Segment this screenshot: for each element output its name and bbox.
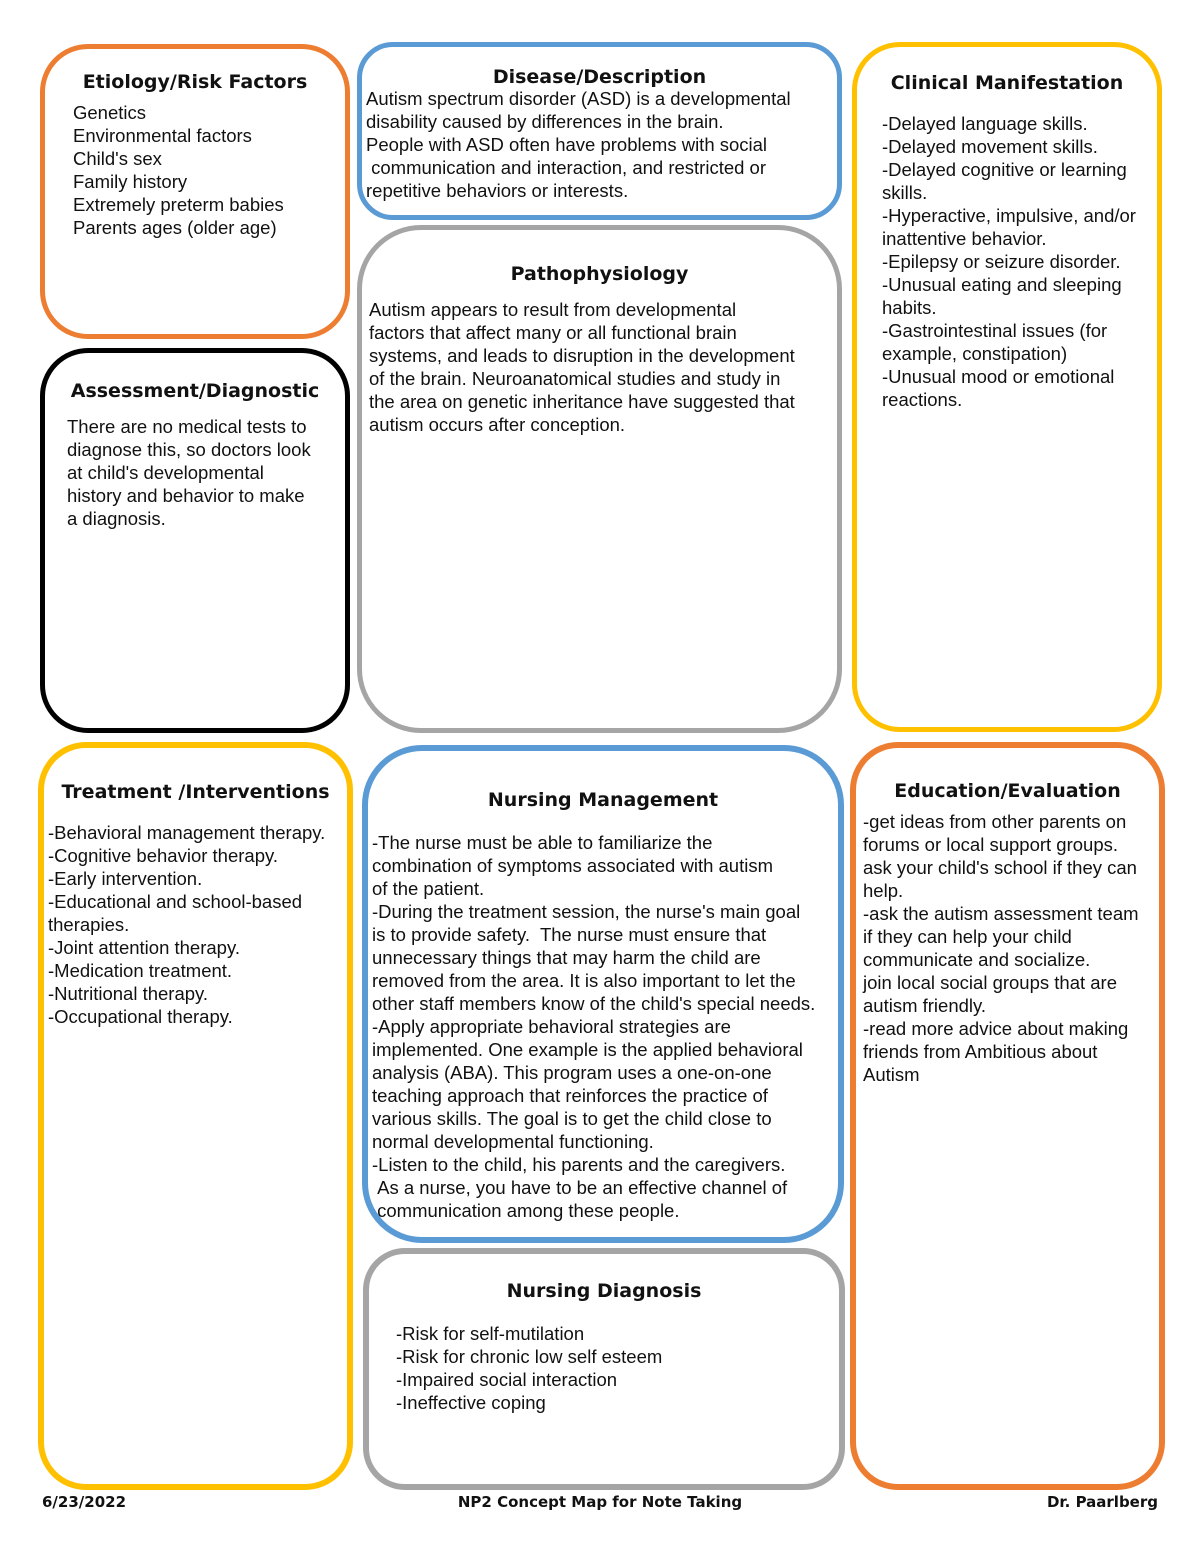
- text-line: Genetics: [73, 102, 147, 123]
- text-line: Extremely preterm babies: [73, 194, 284, 215]
- text-line: Family history: [73, 171, 188, 192]
- text-line: the area on genetic inheritance have suggested that: [369, 391, 795, 412]
- text-line: There are no medical tests to: [67, 416, 307, 437]
- text-line: habits.: [882, 297, 937, 318]
- text-line: normal developmental functioning.: [372, 1131, 654, 1152]
- text-line: of the brain. Neuroanatomical studies and study in: [369, 368, 781, 389]
- pathophysiology-text: [369, 298, 795, 436]
- assessment-box: [40, 348, 350, 733]
- text-line: ask your child's school if they can: [863, 857, 1137, 878]
- disease-text: [366, 87, 791, 202]
- text-line: other staff members know of the child's special needs.: [372, 993, 816, 1014]
- text-line: communicate and socialize.: [863, 949, 1091, 970]
- footer-author: Dr. Paarlberg: [1046, 1493, 1158, 1511]
- text-line: example, constipation): [882, 343, 1068, 364]
- text-line: friends from Ambitious about: [863, 1041, 1098, 1062]
- text-line: -Behavioral management therapy.: [48, 822, 326, 843]
- text-line: combination of symptoms associated with autism: [372, 855, 774, 876]
- text-line: -Epilepsy or seizure disorder.: [882, 251, 1121, 272]
- assessment-title: Assessment/Diagnostic: [70, 380, 320, 402]
- text-line: removed from the area. It is also important to let the: [372, 970, 796, 991]
- text-line: -Delayed movement skills.: [882, 136, 1098, 157]
- text-line: of the patient.: [372, 878, 485, 899]
- text-line: forums or local support groups.: [863, 834, 1119, 855]
- text-line: inattentive behavior.: [882, 228, 1047, 249]
- etiology-title: Etiology/Risk Factors: [82, 71, 308, 93]
- nursing-diagnosis-box: [363, 1248, 845, 1490]
- text-line: unnecessary things that may harm the child are: [372, 947, 761, 968]
- text-line: Autism spectrum disorder (ASD) is a developmental: [366, 88, 791, 109]
- text-line: -Early intervention.: [48, 868, 203, 889]
- text-line: history and behavior to make: [67, 485, 305, 506]
- treatment-title: Treatment /Interventions: [61, 781, 330, 803]
- text-line: -Medication treatment.: [48, 960, 233, 981]
- text-line: -Occupational therapy.: [48, 1006, 233, 1027]
- text-line: Autism: [863, 1064, 920, 1085]
- text-line: -Risk for self-mutilation: [396, 1323, 585, 1344]
- nursing-management-text: [372, 831, 815, 1222]
- text-line: reactions.: [882, 389, 963, 410]
- text-line: teaching approach that reinforces the practice of: [372, 1085, 768, 1106]
- text-line: Environmental factors: [73, 125, 252, 146]
- text-line: -Educational and school-based: [48, 891, 303, 912]
- pathophysiology-box: [357, 225, 842, 733]
- text-line: various skills. The goal is to get the child close to: [372, 1108, 772, 1129]
- text-line: systems, and leads to disruption in the development: [369, 345, 795, 366]
- nursing-diagnosis-title: Nursing Diagnosis: [506, 1280, 702, 1302]
- text-line: repetitive behaviors or interests.: [366, 180, 629, 201]
- text-line: disability caused by differences in the brain.: [366, 111, 724, 132]
- text-line: -read more advice about making: [863, 1018, 1129, 1039]
- text-line: As a nurse, you have to be an effective channel of: [372, 1177, 788, 1198]
- text-line: help.: [863, 880, 904, 901]
- text-line: -Ineffective coping: [396, 1392, 546, 1413]
- text-line: diagnose this, so doctors look: [67, 439, 311, 460]
- text-line: -Delayed language skills.: [882, 113, 1088, 134]
- text-line: -Cognitive behavior therapy.: [48, 845, 279, 866]
- text-line: -get ideas from other parents on: [863, 811, 1127, 832]
- text-line: Parents ages (older age): [73, 217, 277, 238]
- education-box: [850, 742, 1165, 1490]
- text-line: Child's sex: [73, 148, 162, 169]
- text-line: -Nutritional therapy.: [48, 983, 209, 1004]
- text-line: analysis (ABA). This program uses a one-on-one: [372, 1062, 772, 1083]
- text-line: skills.: [882, 182, 928, 203]
- text-line: autism friendly.: [863, 995, 987, 1016]
- assessment-text: [67, 415, 311, 530]
- text-line: communication among these people.: [372, 1200, 680, 1221]
- education-text: [863, 810, 1139, 1086]
- text-line: -During the treatment session, the nurse's main goal: [372, 901, 801, 922]
- text-line: a diagnosis.: [67, 508, 166, 529]
- text-line: -Gastrointestinal issues (for: [882, 320, 1108, 341]
- text-line: Autism appears to result from developmental: [369, 299, 737, 320]
- text-line: communication and interaction, and restricted or: [366, 157, 767, 178]
- text-line: -Impaired social interaction: [396, 1369, 618, 1390]
- treatment-text: [48, 821, 325, 1028]
- text-line: People with ASD often have problems with social: [366, 134, 768, 155]
- clinical-title: Clinical Manifestation: [890, 72, 1124, 94]
- text-line: -Unusual mood or emotional: [882, 366, 1115, 387]
- etiology-text: [73, 101, 284, 239]
- text-line: join local social groups that are: [863, 972, 1118, 993]
- text-line: at child's developmental: [67, 462, 264, 483]
- treatment-box: [38, 742, 353, 1490]
- text-line: -Apply appropriate behavioral strategies are: [372, 1016, 731, 1037]
- clinical-box: [852, 42, 1162, 732]
- text-line: -ask the autism assessment team: [863, 903, 1139, 924]
- nursing-management-title: Nursing Management: [487, 789, 719, 811]
- nursing-management-box: [362, 745, 844, 1243]
- footer-title: NP2 Concept Map for Note Taking: [457, 1493, 743, 1511]
- nursing-diagnosis-text: [396, 1322, 662, 1414]
- text-line: -The nurse must be able to familiarize the: [372, 832, 713, 853]
- education-title: Education/Evaluation: [894, 780, 1121, 802]
- text-line: -Unusual eating and sleeping: [882, 274, 1122, 295]
- footer-date: 6/23/2022: [42, 1493, 127, 1511]
- text-line: -Risk for chronic low self esteem: [396, 1346, 663, 1367]
- text-line: -Joint attention therapy.: [48, 937, 240, 958]
- text-line: -Hyperactive, impulsive, and/or: [882, 205, 1136, 226]
- text-line: factors that affect many or all functional brain: [369, 322, 737, 343]
- etiology-box: [40, 44, 350, 339]
- text-line: autism occurs after conception.: [369, 414, 626, 435]
- text-line: implemented. One example is the applied behavioral: [372, 1039, 803, 1060]
- disease-title: Disease/Description: [492, 66, 707, 88]
- pathophysiology-title: Pathophysiology: [510, 263, 689, 285]
- text-line: -Listen to the child, his parents and the caregivers.: [372, 1154, 786, 1175]
- text-line: therapies.: [48, 914, 130, 935]
- clinical-text: [882, 112, 1136, 411]
- text-line: is to provide safety. The nurse must ensure that: [372, 924, 767, 945]
- text-line: -Delayed cognitive or learning: [882, 159, 1127, 180]
- disease-box: [357, 42, 842, 220]
- text-line: if they can help your child: [863, 926, 1072, 947]
